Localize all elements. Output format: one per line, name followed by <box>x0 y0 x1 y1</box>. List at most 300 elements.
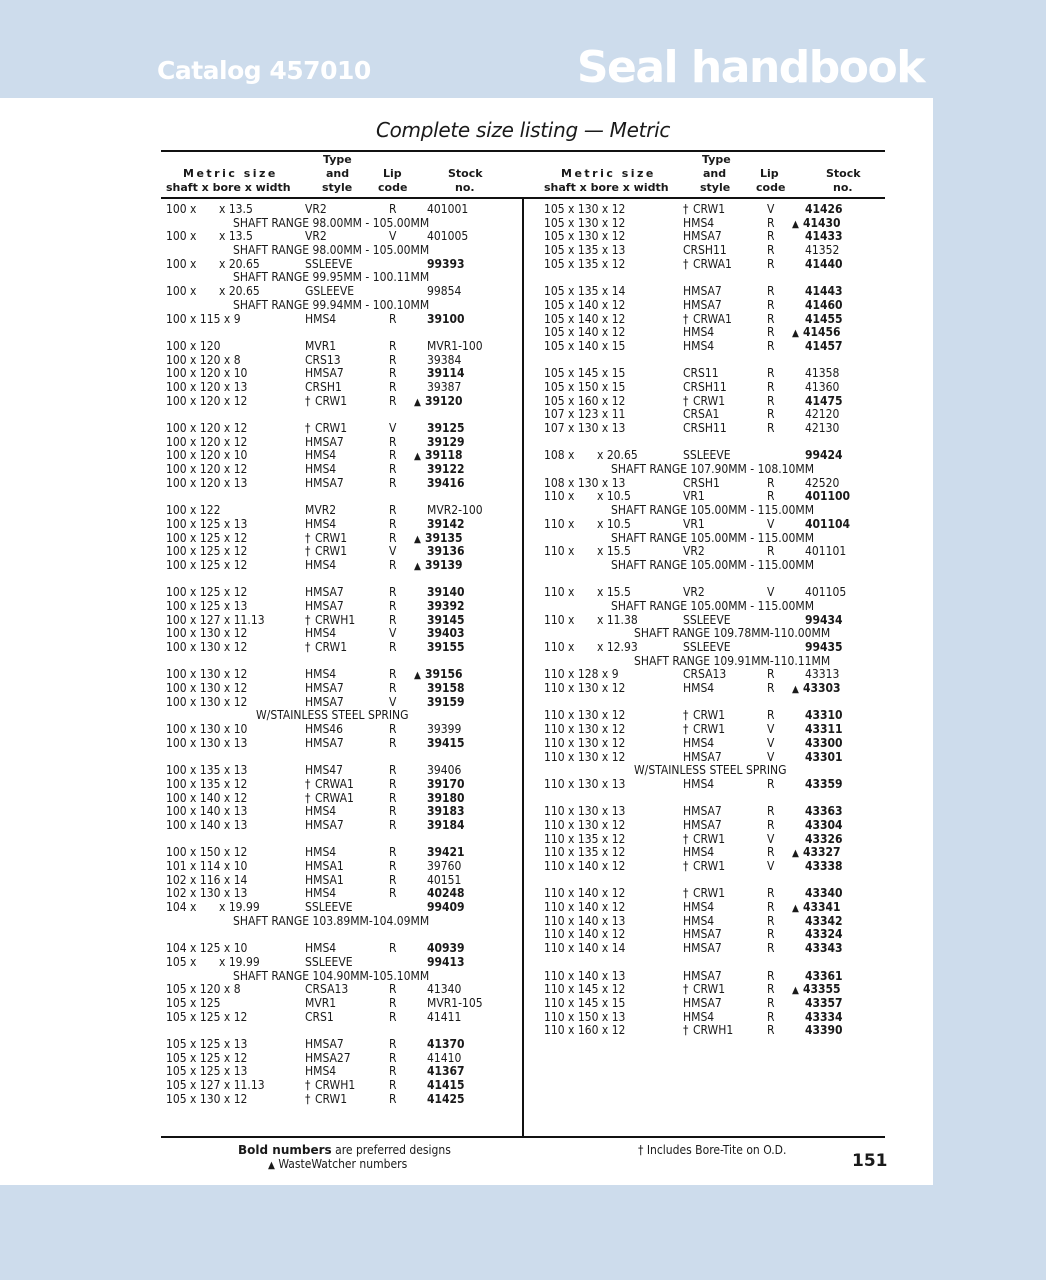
stock-number <box>427 983 461 997</box>
stock-value: 39392 <box>427 598 465 613</box>
size-row <box>166 230 516 244</box>
stock-number <box>805 408 839 422</box>
stock-value: 41360 <box>805 379 840 394</box>
lip-code: R <box>389 667 397 682</box>
width-value: x 20.65 <box>597 448 638 463</box>
type-style: SSLEEVE <box>683 612 731 627</box>
size-value: 105 x 130 x 12 <box>544 229 626 244</box>
size-row <box>166 436 516 450</box>
stock-value: 39384 <box>427 352 462 367</box>
size-row <box>166 395 516 409</box>
size-value: 105 x 150 x 15 <box>544 379 626 394</box>
size-row <box>544 313 894 327</box>
header-style: style <box>700 181 731 194</box>
type-style: CRSH11 <box>683 421 727 435</box>
size-value: 105 x 130 x 12 <box>544 215 626 230</box>
size-value: 100 x 120 x 12 <box>166 434 248 449</box>
size-value: 100 x 125 x 12 <box>166 544 248 559</box>
note-text: SHAFT RANGE 99.94MM - 100.10MM <box>233 297 430 312</box>
size-row <box>544 682 894 696</box>
header-and: and <box>703 167 727 180</box>
type-style: CRWH1 <box>315 1078 356 1092</box>
shaft-range-note <box>544 627 894 641</box>
stock-number <box>414 557 463 574</box>
shaft-range-note <box>544 532 894 546</box>
stock-number <box>427 1079 465 1093</box>
type-style: HMSA7 <box>683 927 722 942</box>
dagger-icon: † <box>305 530 311 545</box>
dagger-icon: † <box>683 1023 689 1038</box>
size-value: 110 x <box>544 585 575 600</box>
size-row <box>166 504 516 518</box>
stock-number <box>805 970 843 984</box>
width-value: x 19.99 <box>219 954 260 969</box>
stock-value: 41352 <box>805 243 840 258</box>
size-value: 100 x 120 x 13 <box>166 475 248 490</box>
stock-value: 401101 <box>805 544 847 559</box>
stock-number <box>805 915 843 929</box>
size-row <box>544 942 894 956</box>
size-row <box>544 751 894 765</box>
stock-value: 39180 <box>427 790 465 805</box>
lip-code: R <box>389 735 397 750</box>
size-row <box>544 381 894 395</box>
lip-code: R <box>767 982 775 997</box>
type-style: VR2 <box>305 229 327 244</box>
footer-rule <box>161 1136 885 1138</box>
stock-number <box>427 1052 461 1066</box>
dagger-icon: † <box>683 886 689 901</box>
note-text: SHAFT RANGE 98.00MM - 105.00MM <box>233 215 430 230</box>
stock-number <box>427 942 465 956</box>
size-row <box>544 709 894 723</box>
type-style: HMS4 <box>683 325 715 340</box>
stock-value: 39142 <box>427 516 465 531</box>
size-row <box>544 915 894 929</box>
lip-code: R <box>767 886 775 901</box>
stock-number <box>427 1011 461 1025</box>
lip-code: R <box>389 202 397 216</box>
stock-number <box>427 641 465 655</box>
dagger-icon: † <box>305 393 311 408</box>
size-value: 105 x 125 x 12 <box>166 1009 248 1024</box>
triangle-icon: ▲ <box>414 560 421 572</box>
lip-code: R <box>767 804 775 819</box>
type-style: HMSA7 <box>683 229 722 244</box>
size-row <box>544 983 894 997</box>
stock-number <box>427 354 461 368</box>
stock-number <box>427 504 483 518</box>
stock-number <box>427 682 465 696</box>
page-title: Complete size listing — Metric <box>375 118 671 142</box>
dagger-icon: † <box>683 393 689 408</box>
size-row <box>544 490 894 504</box>
type-style: CRW1 <box>315 421 348 435</box>
stock-value: 39155 <box>427 640 465 654</box>
stock-number <box>805 668 839 682</box>
column-divider <box>522 197 524 1137</box>
size-value: 100 x 127 x 11.13 <box>166 612 265 627</box>
size-row <box>166 901 516 915</box>
lip-code: R <box>767 900 775 915</box>
dagger-icon: † <box>683 859 689 873</box>
lip-code: R <box>389 1064 397 1079</box>
size-row <box>544 230 894 244</box>
stock-number <box>805 887 843 901</box>
stock-value: 39156 <box>425 667 463 682</box>
shaft-range-note <box>166 299 516 313</box>
triangle-icon: ▲ <box>414 670 421 682</box>
size-value: 100 x 140 x 13 <box>166 804 248 819</box>
stock-value: 43359 <box>805 776 843 791</box>
note-text: SHAFT RANGE 105.00MM - 115.00MM <box>611 557 815 572</box>
header-type: Type <box>702 153 731 166</box>
type-style: CRSH11 <box>683 243 727 258</box>
size-row <box>166 1093 516 1107</box>
type-style: HMSA7 <box>683 817 722 832</box>
note-text: SHAFT RANGE 109.91MM-110.11MM <box>634 653 831 668</box>
shaft-range-note <box>166 970 516 984</box>
stock-value: 39403 <box>427 626 465 641</box>
size-value: 110 x 160 x 12 <box>544 1023 626 1038</box>
stock-number <box>427 805 465 819</box>
size-value: 105 x 160 x 12 <box>544 393 626 408</box>
type-style: HMSA27 <box>305 1050 351 1065</box>
wastewatcher-text: WasteWatcher numbers <box>278 1157 408 1171</box>
size-row <box>544 586 894 600</box>
type-style: HMS4 <box>683 776 715 791</box>
type-style: VR2 <box>305 202 327 216</box>
size-value: 110 x 128 x 9 <box>544 667 619 682</box>
width-value: x 13.5 <box>219 202 253 216</box>
stock-number <box>427 1093 465 1107</box>
size-value: 100 x <box>166 284 197 299</box>
stock-number <box>805 285 843 299</box>
stock-value: 41426 <box>805 202 843 216</box>
type-style: MVR2 <box>305 503 337 518</box>
stock-number <box>805 723 843 737</box>
stock-value: 42520 <box>805 475 840 490</box>
lip-code: R <box>767 667 775 682</box>
shaft-range-note <box>544 559 894 573</box>
stock-value: 39135 <box>425 530 463 545</box>
size-row <box>166 696 516 710</box>
type-style: HMS4 <box>305 941 337 956</box>
stock-number <box>805 737 843 751</box>
stock-number <box>427 792 465 806</box>
stock-value: 43390 <box>805 1023 843 1038</box>
type-style: HMSA7 <box>683 995 722 1010</box>
stock-value: 41433 <box>805 229 843 244</box>
dagger-icon: † <box>305 790 311 805</box>
lip-code: R <box>389 612 397 627</box>
stock-value: 39158 <box>427 681 465 696</box>
size-value: 100 x 125 x 13 <box>166 516 248 531</box>
type-style: HMS47 <box>305 763 344 778</box>
shaft-range-note <box>544 600 894 614</box>
stock-value: 43343 <box>805 941 843 956</box>
triangle-icon: ▲ <box>792 848 799 860</box>
lip-code: R <box>767 475 775 490</box>
shaft-range-note <box>166 709 516 723</box>
size-value: 110 x 145 x 15 <box>544 995 626 1010</box>
size-row <box>166 737 516 751</box>
header-type: Type <box>323 153 352 166</box>
size-row <box>166 258 516 272</box>
type-style: CRW1 <box>693 393 726 408</box>
size-value: 101 x 114 x 10 <box>166 859 248 873</box>
stock-value: 41440 <box>805 256 843 271</box>
size-value: 100 x 140 x 12 <box>166 790 248 805</box>
type-style: SSLEEVE <box>305 256 353 271</box>
size-value: 105 x 140 x 15 <box>544 338 626 353</box>
stock-number <box>427 696 465 710</box>
stock-value: 43357 <box>805 995 843 1010</box>
shaft-range-note <box>166 217 516 231</box>
size-value: 100 x 135 x 13 <box>166 763 248 778</box>
lip-code: R <box>389 1050 397 1065</box>
size-row <box>544 217 894 231</box>
stock-number <box>427 340 483 354</box>
lip-code: R <box>389 1091 397 1106</box>
size-value: 110 x 135 x 12 <box>544 831 626 846</box>
type-style: HMSA7 <box>305 817 344 832</box>
triangle-icon: ▲ <box>792 903 799 915</box>
stock-value: 39170 <box>427 776 465 791</box>
triangle-icon: ▲ <box>792 684 799 696</box>
size-value: 100 x <box>166 202 197 216</box>
stock-number <box>427 367 465 381</box>
size-value: 110 x 145 x 12 <box>544 982 626 997</box>
dagger-icon: † <box>305 640 311 654</box>
lip-code: R <box>767 489 775 504</box>
stock-number <box>805 778 843 792</box>
type-style: HMS46 <box>305 722 344 737</box>
type-style: HMS4 <box>305 516 337 531</box>
lip-code: R <box>389 763 397 778</box>
note-text: SHAFT RANGE 104.90MM-105.10MM <box>233 968 430 983</box>
note-text: SHAFT RANGE 105.00MM - 115.00MM <box>611 503 815 518</box>
stock-value: 39760 <box>427 859 462 873</box>
lip-code: V <box>389 544 397 559</box>
lip-code: R <box>767 284 775 299</box>
right-size-list <box>544 203 894 1038</box>
size-row <box>544 477 894 491</box>
lip-code: R <box>389 982 397 997</box>
shaft-range-note <box>166 271 516 285</box>
type-style: CRWA1 <box>315 790 354 805</box>
type-style: HMSA1 <box>305 859 344 873</box>
type-style: HMS4 <box>305 1064 337 1079</box>
size-value: 105 x 125 <box>166 995 221 1010</box>
triangle-icon: ▲ <box>414 451 421 463</box>
lip-code: R <box>389 776 397 791</box>
size-value: 100 x 150 x 12 <box>166 845 248 860</box>
stock-number <box>414 393 463 410</box>
stock-value: 43326 <box>805 831 843 846</box>
size-row <box>166 792 516 806</box>
stock-number <box>427 627 465 641</box>
stock-value: 41460 <box>805 297 843 312</box>
type-style: HMSA7 <box>305 598 344 613</box>
size-row <box>544 901 894 915</box>
stock-value: 41455 <box>805 311 843 326</box>
lip-code: R <box>767 1023 775 1038</box>
lip-code: V <box>389 694 397 709</box>
lip-code: R <box>389 311 397 326</box>
stock-value: 43340 <box>805 886 843 901</box>
lip-code: R <box>389 503 397 518</box>
size-row <box>544 518 894 532</box>
lip-code: V <box>767 516 775 531</box>
stock-value: 401105 <box>805 585 847 600</box>
size-row <box>166 614 516 628</box>
size-row <box>544 285 894 299</box>
size-value: 110 x 130 x 12 <box>544 817 626 832</box>
lip-code: V <box>767 831 775 846</box>
lip-code: R <box>389 516 397 531</box>
boretite-note: † Includes Bore-Tite on O.D. <box>638 1143 787 1157</box>
triangle-icon: ▲ <box>792 328 799 340</box>
size-value: 100 x 120 x 10 <box>166 366 248 381</box>
stock-value: 99424 <box>805 448 843 463</box>
lip-code: R <box>767 297 775 312</box>
stock-number <box>427 381 461 395</box>
size-row <box>166 764 516 778</box>
size-row <box>544 1024 894 1038</box>
lip-code: R <box>389 379 397 394</box>
lip-code: R <box>389 530 397 545</box>
stock-number <box>427 614 465 628</box>
header-top-rule <box>161 150 885 152</box>
lip-code: R <box>767 407 775 422</box>
header-metric-size: Metric size <box>183 167 278 180</box>
lip-code: R <box>767 941 775 956</box>
type-style: HMS4 <box>683 845 715 860</box>
size-value: 110 x 140 x 13 <box>544 913 626 928</box>
header-code: code <box>756 181 786 194</box>
shaft-range-note <box>166 915 516 929</box>
stock-value: MVR2-100 <box>427 503 483 518</box>
size-value: 100 x 122 <box>166 503 221 518</box>
type-style: SSLEEVE <box>683 640 731 654</box>
type-style: CRW1 <box>693 831 726 846</box>
dagger-icon: † <box>683 202 689 216</box>
dagger-icon: † <box>305 421 311 435</box>
size-value: 104 x <box>166 900 197 915</box>
lip-code: R <box>389 872 397 887</box>
note-text: W/STAINLESS STEEL SPRING <box>634 763 787 778</box>
size-value: 100 x 120 x 13 <box>166 379 248 394</box>
width-value: x 11.38 <box>597 612 638 627</box>
type-style: HMS4 <box>305 667 337 682</box>
stock-value: 43363 <box>805 804 843 819</box>
type-style: HMSA7 <box>683 968 722 983</box>
dagger-icon: † <box>683 982 689 997</box>
size-value: 100 x 125 x 12 <box>166 585 248 600</box>
size-value: 105 x 135 x 14 <box>544 284 626 299</box>
size-value: 100 x 130 x 13 <box>166 735 248 750</box>
lip-code: R <box>389 434 397 449</box>
stock-value: 41358 <box>805 366 840 381</box>
lip-code: R <box>389 681 397 696</box>
stock-value: 39122 <box>427 462 465 477</box>
size-value: 110 x 130 x 12 <box>544 749 626 764</box>
stock-number <box>805 477 839 491</box>
lip-code: R <box>389 804 397 819</box>
lip-code: R <box>389 352 397 367</box>
type-style: CRS13 <box>305 352 341 367</box>
size-value: 105 x 140 x 12 <box>544 325 626 340</box>
size-row <box>166 641 516 655</box>
size-value: 100 x 115 x 9 <box>166 311 241 326</box>
size-value: 108 x 130 x 13 <box>544 475 626 490</box>
lip-code: R <box>767 421 775 435</box>
type-style: HMSA7 <box>683 941 722 956</box>
type-style: CRW1 <box>315 640 348 654</box>
lip-code: R <box>767 379 775 394</box>
stock-value: 401001 <box>427 202 469 216</box>
note-text: SHAFT RANGE 99.95MM - 100.11MM <box>233 270 430 285</box>
header-shaft-bore-width: shaft x bore x width <box>544 181 669 194</box>
stock-value: 401100 <box>805 489 851 504</box>
size-row <box>166 354 516 368</box>
size-row <box>166 285 516 299</box>
size-value: 100 x <box>166 229 197 244</box>
stock-value: 39399 <box>427 722 462 737</box>
size-value: 100 x 135 x 12 <box>166 776 248 791</box>
stock-value: 39120 <box>425 393 463 408</box>
size-row <box>166 600 516 614</box>
dagger-icon: † <box>683 831 689 846</box>
size-row <box>166 1052 516 1066</box>
stock-value: 39118 <box>425 448 463 463</box>
type-style: HMS4 <box>683 215 715 230</box>
size-row <box>544 778 894 792</box>
size-value: 104 x 125 x 10 <box>166 941 248 956</box>
stock-number <box>427 997 483 1011</box>
handbook-title: Seal handbook <box>576 42 924 93</box>
stock-number <box>427 764 461 778</box>
size-row <box>544 737 894 751</box>
stock-value: 43334 <box>805 1009 843 1024</box>
size-row <box>544 203 894 217</box>
size-value: 100 x 130 x 12 <box>166 640 248 654</box>
size-row <box>166 463 516 477</box>
stock-number <box>427 258 465 272</box>
shaft-range-note <box>544 463 894 477</box>
stock-number <box>805 1011 843 1025</box>
stock-value: MVR1-100 <box>427 338 483 353</box>
stock-number <box>805 367 839 381</box>
stock-value: 43355 <box>803 982 841 997</box>
size-value: 105 x 125 x 13 <box>166 1036 248 1051</box>
lip-code: R <box>767 229 775 244</box>
size-row <box>544 244 894 258</box>
lip-code: V <box>767 722 775 737</box>
size-value: 100 x 120 x 12 <box>166 421 248 435</box>
lip-code: V <box>767 735 775 750</box>
type-style: HMSA7 <box>305 735 344 750</box>
stock-value: 39406 <box>427 763 462 778</box>
lip-code: R <box>767 968 775 983</box>
type-style: HMSA7 <box>305 1036 344 1051</box>
stock-number <box>427 230 468 244</box>
type-style: CRWA1 <box>693 256 732 271</box>
size-value: 105 x 135 x 13 <box>544 243 626 258</box>
stock-value: MVR1-105 <box>427 995 483 1010</box>
size-value: 110 x 130 x 13 <box>544 776 626 791</box>
